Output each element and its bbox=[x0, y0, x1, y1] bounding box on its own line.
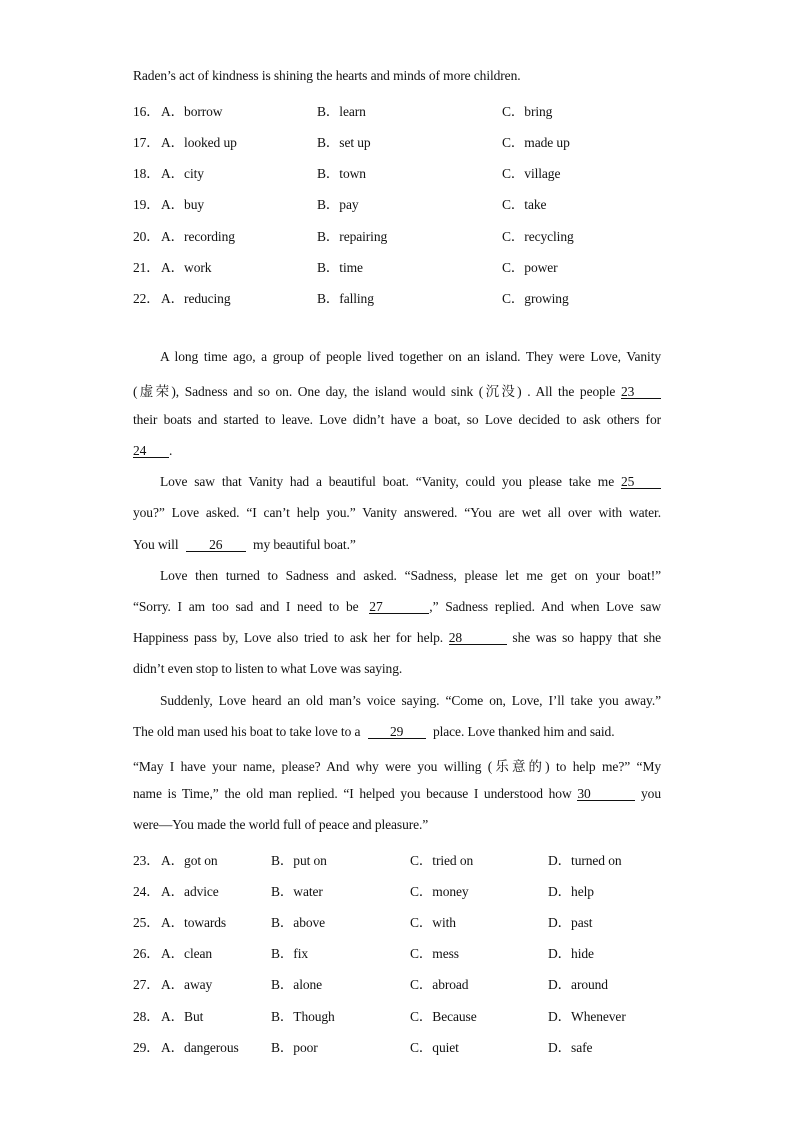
passage-line: Love saw that Vanity had a beautiful boat. “Vanity, could you please take me 25 bbox=[160, 474, 661, 490]
question-18 bbox=[133, 162, 733, 180]
option-b[interactable]: B．put on bbox=[271, 853, 327, 868]
option-d[interactable]: D．Whenever bbox=[548, 1009, 626, 1024]
question-number: 26． bbox=[133, 946, 160, 961]
option-c[interactable]: C．take bbox=[502, 197, 547, 212]
option-c[interactable]: C．money bbox=[410, 884, 469, 899]
option-b[interactable]: B．water bbox=[271, 884, 323, 899]
option-c[interactable]: C．Because bbox=[410, 1009, 477, 1024]
option-a[interactable]: A．clean bbox=[161, 946, 213, 961]
passage-line: The old man used his boat to take love to a 29 place. Love thanked him and said. bbox=[133, 724, 615, 739]
option-a[interactable]: A．got on bbox=[161, 853, 218, 868]
option-a[interactable]: A．borrow bbox=[161, 104, 223, 119]
option-c[interactable]: C．recycling bbox=[502, 229, 574, 244]
option-b[interactable]: B．learn bbox=[317, 104, 366, 119]
passage-line: Suddenly, Love heard an old man’s voice saying. “Come on, Love, I’ll take you away.” bbox=[160, 693, 661, 708]
option-b[interactable]: B．falling bbox=[317, 291, 374, 306]
question-26 bbox=[133, 942, 733, 960]
option-b[interactable]: B．set up bbox=[317, 135, 371, 150]
option-a[interactable]: A．away bbox=[161, 977, 213, 992]
option-c[interactable]: C．abroad bbox=[410, 977, 469, 992]
option-a[interactable]: A．advice bbox=[161, 884, 219, 899]
option-b[interactable]: B．fix bbox=[271, 946, 309, 961]
blank-25[interactable]: 25 bbox=[621, 475, 661, 489]
option-d[interactable]: D．past bbox=[548, 915, 593, 930]
question-number: 23． bbox=[133, 853, 160, 868]
question-25 bbox=[133, 911, 733, 929]
question-17 bbox=[133, 131, 733, 149]
option-b[interactable]: B．repairing bbox=[317, 229, 388, 244]
option-a[interactable]: A．But bbox=[161, 1009, 204, 1024]
option-c[interactable]: C．tried on bbox=[410, 853, 474, 868]
question-22 bbox=[133, 287, 733, 305]
question-28 bbox=[133, 1005, 733, 1023]
option-a[interactable]: A．towards bbox=[161, 915, 227, 930]
question-number: 19． bbox=[133, 197, 160, 212]
passage-line: name is Time,” the old man replied. “I helped you because I understood how 30 you bbox=[133, 786, 661, 801]
option-a[interactable]: A．city bbox=[161, 166, 204, 181]
passage-line: Happiness pass by, Love also tried to ask her for help. 28 she was so happy that she bbox=[133, 630, 662, 645]
question-number: 28． bbox=[133, 1009, 160, 1024]
question-number: 29． bbox=[133, 1040, 160, 1055]
option-c[interactable]: C．power bbox=[502, 260, 558, 275]
option-c[interactable]: C．growing bbox=[502, 291, 569, 306]
question-27 bbox=[133, 973, 733, 991]
option-b[interactable]: B．poor bbox=[271, 1040, 318, 1055]
option-b[interactable]: B．town bbox=[317, 166, 366, 181]
option-d[interactable]: D．hide bbox=[548, 946, 594, 961]
option-a[interactable]: A．recording bbox=[161, 229, 235, 244]
question-24 bbox=[133, 880, 733, 898]
question-number: 24． bbox=[133, 884, 160, 899]
option-d[interactable]: D．around bbox=[548, 977, 608, 992]
intro-line: Raden’s act of kindness is shining the hearts and minds of more children. bbox=[133, 68, 521, 83]
blank-28[interactable]: 28 bbox=[449, 631, 507, 645]
blank-30[interactable]: 30 bbox=[577, 787, 635, 801]
option-c[interactable]: C．mess bbox=[410, 946, 459, 961]
option-c[interactable]: C．bring bbox=[502, 104, 553, 119]
option-a[interactable]: A．buy bbox=[161, 197, 204, 212]
blank-29[interactable]: 29 bbox=[368, 725, 426, 739]
passage-line: A long time ago, a group of people lived together on an island. They were Love, Vanity bbox=[160, 349, 661, 364]
passage-line: You will 26 my beautiful boat.” bbox=[133, 537, 356, 552]
option-d[interactable]: D．safe bbox=[548, 1040, 593, 1055]
passage-line: didn’t even stop to listen to what Love was saying. bbox=[133, 661, 403, 676]
option-b[interactable]: B．alone bbox=[271, 977, 323, 992]
option-c[interactable]: C．village bbox=[502, 166, 561, 181]
question-number: 16． bbox=[133, 104, 160, 119]
option-c[interactable]: C．with bbox=[410, 915, 456, 930]
option-d[interactable]: D．help bbox=[548, 884, 594, 899]
passage-line: Love then turned to Sadness and asked. “Sadness, please let me get on your boat!” bbox=[160, 568, 661, 583]
question-29 bbox=[133, 1036, 733, 1054]
question-number: 18． bbox=[133, 166, 160, 181]
option-b[interactable]: B．time bbox=[317, 260, 363, 275]
question-number: 22． bbox=[133, 291, 160, 306]
passage-line: were—You made the world full of peace and pleasure.” bbox=[133, 817, 429, 832]
question-23 bbox=[133, 849, 733, 867]
passage-line: (虚荣), Sadness and so on. One day, the island would sink (沉没) . All the people 23 bbox=[133, 380, 661, 400]
option-b[interactable]: B．above bbox=[271, 915, 326, 930]
blank-27[interactable]: 27 bbox=[369, 600, 429, 614]
option-a[interactable]: A．dangerous bbox=[161, 1040, 239, 1055]
passage-line: you?” Love asked. “I can’t help you.” Vanity answered. “You are wet all over with water. bbox=[133, 505, 661, 520]
option-b[interactable]: B．Though bbox=[271, 1009, 335, 1024]
passage-line: “Sorry. I am too sad and I need to be 27 ,” Sadness replied. And when Love saw bbox=[133, 599, 661, 614]
option-a[interactable]: A．work bbox=[161, 260, 212, 275]
option-b[interactable]: B．pay bbox=[317, 197, 359, 212]
question-number: 25． bbox=[133, 915, 160, 930]
question-16 bbox=[133, 100, 733, 118]
question-number: 17． bbox=[133, 135, 160, 150]
option-a[interactable]: A．reducing bbox=[161, 291, 231, 306]
option-a[interactable]: A．looked up bbox=[161, 135, 237, 150]
option-d[interactable]: D．turned on bbox=[548, 853, 622, 868]
question-number: 20． bbox=[133, 229, 160, 244]
blank-26[interactable]: 26 bbox=[186, 538, 246, 552]
question-19 bbox=[133, 193, 733, 211]
blank-23[interactable]: 23 bbox=[621, 385, 661, 399]
question-21 bbox=[133, 256, 733, 274]
passage-line: their boats and started to leave. Love didn’t have a boat, so Love decided to ask others for bbox=[133, 412, 661, 427]
passage-line: “May I have your name, please? And why were you willing (乐意的) to help me?” “My bbox=[133, 759, 661, 774]
question-number: 21． bbox=[133, 260, 160, 275]
option-c[interactable]: C．made up bbox=[502, 135, 570, 150]
question-number: 27． bbox=[133, 977, 160, 992]
blank-24[interactable]: 24 bbox=[133, 444, 169, 458]
option-c[interactable]: C．quiet bbox=[410, 1040, 459, 1055]
passage-line: 24 . bbox=[133, 443, 173, 458]
question-20 bbox=[133, 225, 733, 243]
